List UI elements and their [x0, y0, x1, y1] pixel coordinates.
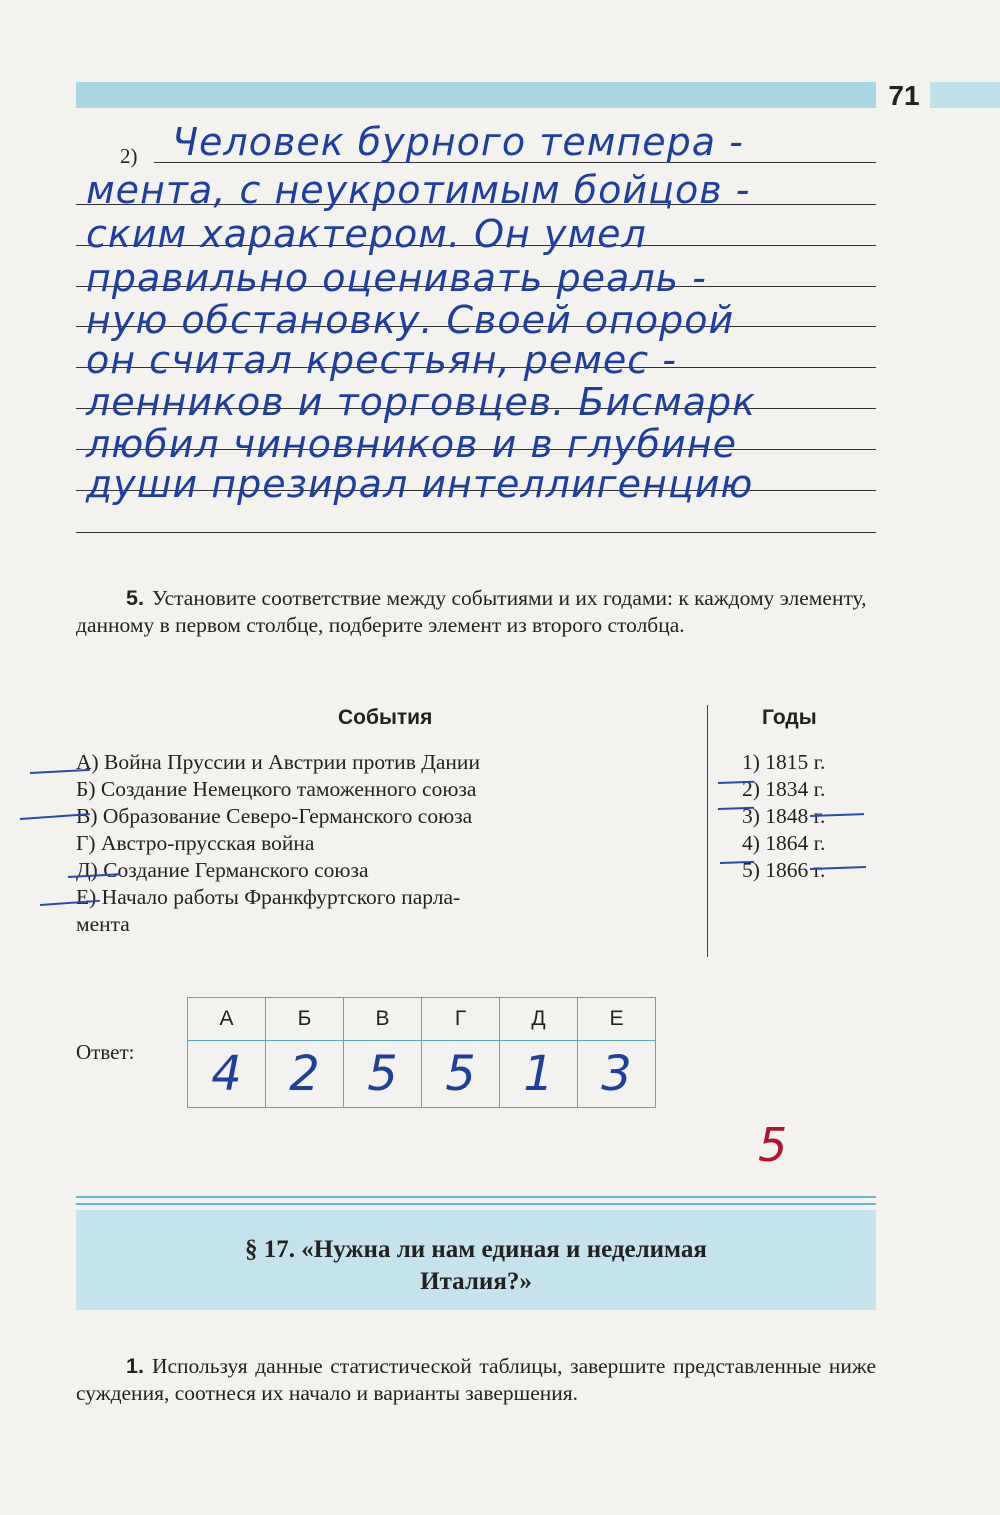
year-item: 5) 1866 г. — [742, 858, 826, 882]
event-item: В) Образование Северо-Германского союза — [76, 804, 473, 828]
task-1-instructions: Используя данные статистической таблицы, завершите представленные ниже суждения, соотнеся их начало и варианты завершения. — [76, 1354, 876, 1405]
ruled-line — [76, 532, 876, 533]
section-rule — [76, 1203, 876, 1205]
teacher-grade: 5 — [758, 1118, 788, 1172]
page-number: 71 — [888, 80, 920, 111]
handwritten-line: Человек бурного темпера - — [172, 120, 744, 164]
handwritten-line: ленников и торговцев. Бисмарк — [86, 380, 757, 424]
answer-letter: Е — [578, 998, 656, 1041]
event-item: Д) Создание Германского союза — [76, 858, 369, 882]
answer-digit: 5 — [344, 1041, 422, 1108]
answer-letter: А — [188, 998, 266, 1041]
pen-mark — [810, 813, 864, 817]
handwritten-line: он считал крестьян, ремес - — [86, 338, 677, 382]
handwritten-line: любил чиновников и в глубине — [86, 422, 737, 466]
event-item: Г) Австро-прусская война — [76, 831, 315, 855]
event-item: мента — [76, 912, 130, 936]
years-header: Годы — [762, 706, 817, 729]
task-5-number: 5. — [126, 586, 144, 610]
task-5-instructions: Установите соответствие между событиями и их годами: к каждому элементу, данному в первом столбце, подберите элемент из второго столбца. — [76, 586, 867, 637]
answer-digit: 5 — [422, 1041, 500, 1108]
answer-letter: Г — [422, 998, 500, 1041]
answer-digit: 1 — [500, 1041, 578, 1108]
answer-grid — [187, 997, 656, 1108]
section-title — [76, 1234, 876, 1298]
event-item: А) Война Пруссии и Австрии против Дании — [76, 750, 480, 774]
table-column-divider — [707, 705, 708, 957]
handwritten-line: мента, с неукротимым бойцов - — [86, 168, 751, 212]
year-item: 2) 1834 г. — [742, 777, 826, 801]
year-item: 3) 1848 г. — [742, 804, 826, 828]
handwritten-line: ским характером. Он умел — [86, 212, 647, 256]
answer-label: Ответ: — [76, 1040, 135, 1064]
year-item: 4) 1864 г. — [742, 831, 826, 855]
answer-item-label: 2) — [120, 144, 138, 168]
answer-digit: 3 — [578, 1041, 656, 1108]
section-title-line: § 17. «Нужна ли нам единая и неделимая — [245, 1236, 707, 1263]
handwritten-line: ную обстановку. Своей опорой — [86, 298, 735, 342]
header-band — [76, 82, 876, 108]
event-item: Е) Начало работы Франкфуртского парла- — [76, 885, 461, 909]
task-1-number: 1. — [126, 1354, 144, 1378]
section-rule — [76, 1196, 876, 1198]
task-5-text — [76, 585, 876, 639]
handwritten-line: души презирал интеллигенцию — [86, 462, 754, 506]
section-title-line: Италия?» — [420, 1268, 532, 1295]
answer-letter: Д — [500, 998, 578, 1041]
answer-digit: 2 — [266, 1041, 344, 1108]
year-item: 1) 1815 г. — [742, 750, 826, 774]
answer-digit: 4 — [188, 1041, 266, 1108]
handwritten-line: правильно оценивать реаль - — [86, 256, 707, 300]
header-band-right — [930, 82, 1000, 108]
event-item: Б) Создание Немецкого таможенного союза — [76, 777, 477, 801]
task-1-text — [76, 1353, 876, 1407]
answer-letter: Б — [266, 998, 344, 1041]
answer-letter: В — [344, 998, 422, 1041]
events-header: События — [338, 706, 433, 729]
